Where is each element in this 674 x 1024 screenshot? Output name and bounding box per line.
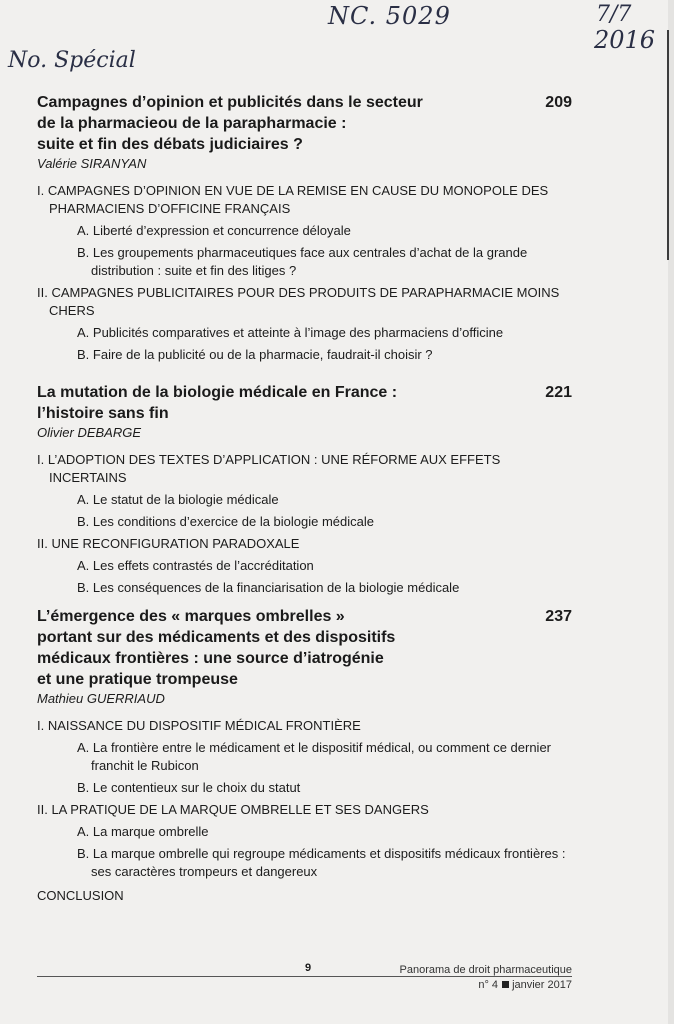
article-3-section-1: I. NAISSANCE DU DISPOSITIF MÉDICAL FRONTIÈRE bbox=[37, 718, 361, 733]
article-3-title: L’émergence des « marques ombrelles » portant sur des médicaments et des dispositifs médicaux frontières : une source d’iatrogénie et une pratique trompeuse bbox=[37, 608, 396, 688]
handwritten-date-top: 7/7 bbox=[596, 2, 632, 27]
article-3-page: 237 bbox=[545, 608, 572, 625]
side-copyright bbox=[0, 455, 1, 505]
footer-issue bbox=[478, 979, 572, 991]
article-3-section-2-sub-a: A. La marque ombrelle bbox=[77, 824, 209, 839]
article-3-conclusion: CONCLUSION bbox=[37, 888, 124, 903]
article-2-section-1-sub-a: A. Le statut de la biologie médicale bbox=[77, 492, 279, 507]
article-1-author: Valérie SIRANYAN bbox=[37, 156, 147, 171]
footer-page-number: 9 bbox=[305, 962, 312, 974]
table-of-contents bbox=[37, 92, 572, 905]
handwritten-date-bottom: 2016 bbox=[594, 26, 656, 54]
square-bullet-icon bbox=[502, 981, 509, 988]
footer-issue-number: n° 4 bbox=[478, 979, 499, 991]
footer-issue-date: janvier 2017 bbox=[512, 979, 572, 991]
article-2-page: 221 bbox=[545, 384, 572, 401]
footer-journal-name: Panorama de droit pharmaceutique bbox=[399, 964, 572, 976]
article-2-section-2: II. UNE RECONFIGURATION PARADOXALE bbox=[37, 536, 300, 551]
article-3-section-1-sub-a: A. La frontière entre le médicament et le dispositif médical, ou comment ce dernier franchit le Rubicon bbox=[77, 740, 552, 773]
article-3-section-2-sub-b: B. La marque ombrelle qui regroupe médicaments et dispositifs médicaux frontières : ses caractères trompeurs et dangereux bbox=[77, 846, 566, 879]
article-3-author: Mathieu GUERRIAUD bbox=[37, 691, 165, 706]
article-1-section-2-sub-a: A. Publicités comparatives et atteinte à l’image des pharmaciens d’officine bbox=[77, 325, 504, 340]
handwritten-note: No. Spécial bbox=[8, 48, 136, 73]
article-1-section-1-sub-a: A. Liberté d’expression et concurrence déloyale bbox=[77, 223, 351, 238]
article-2 bbox=[37, 382, 572, 606]
handwritten-number: NC. 5029 bbox=[328, 2, 451, 30]
article-1-page: 209 bbox=[545, 94, 572, 111]
article-2-header bbox=[37, 382, 572, 424]
article-3-section-1-sub-b: B. Le contentieux sur le choix du statut bbox=[77, 780, 301, 795]
article-2-section-2-sub-b: B. Les conséquences de la financiarisation de la biologie médicale bbox=[77, 580, 460, 595]
article-1-section-1-sub-b: B. Les groupements pharmaceutiques face aux centrales d’achat de la grande distribution : suite et fin des litiges ? bbox=[77, 245, 528, 278]
article-1-section-2: II. CAMPAGNES PUBLICITAIRES POUR DES PRODUITS DE PARAPHARMACIE MOINS CHERS bbox=[37, 285, 560, 318]
article-3-header bbox=[37, 606, 572, 690]
article-1-title: Campagnes d’opinion et publicités dans le secteur de la pharmacieou de la parapharmacie : suite et fin des débats judiciaires ? bbox=[37, 94, 423, 153]
footer-rule bbox=[37, 976, 572, 977]
article-2-section-1-sub-b: B. Les conditions d’exercice de la biologie médicale bbox=[77, 514, 375, 529]
article-2-section-2-sub-a: A. Les effets contrastés de l’accréditation bbox=[77, 558, 314, 573]
binding-line bbox=[667, 30, 669, 260]
article-3 bbox=[37, 606, 572, 905]
article-2-section-1: I. L’ADOPTION DES TEXTES D’APPLICATION : UNE RÉFORME AUX EFFETS INCERTAINS bbox=[37, 452, 501, 485]
article-1-section-1: I. CAMPAGNES D’OPINION EN VUE DE LA REMISE EN CAUSE DU MONOPOLE DES PHARMACIENS D’OFFICINE FRANÇAIS bbox=[37, 183, 549, 216]
article-1-header bbox=[37, 92, 572, 155]
article-1 bbox=[37, 92, 572, 382]
article-1-section-2-sub-b: B. Faire de la publicité ou de la pharmacie, faudrait-il choisir ? bbox=[77, 347, 433, 362]
article-2-author: Olivier DEBARGE bbox=[37, 425, 142, 440]
article-3-section-2: II. LA PRATIQUE DE LA MARQUE OMBRELLE ET SES DANGERS bbox=[37, 802, 429, 817]
article-2-title: La mutation de la biologie médicale en France : l’histoire sans fin bbox=[37, 384, 398, 422]
